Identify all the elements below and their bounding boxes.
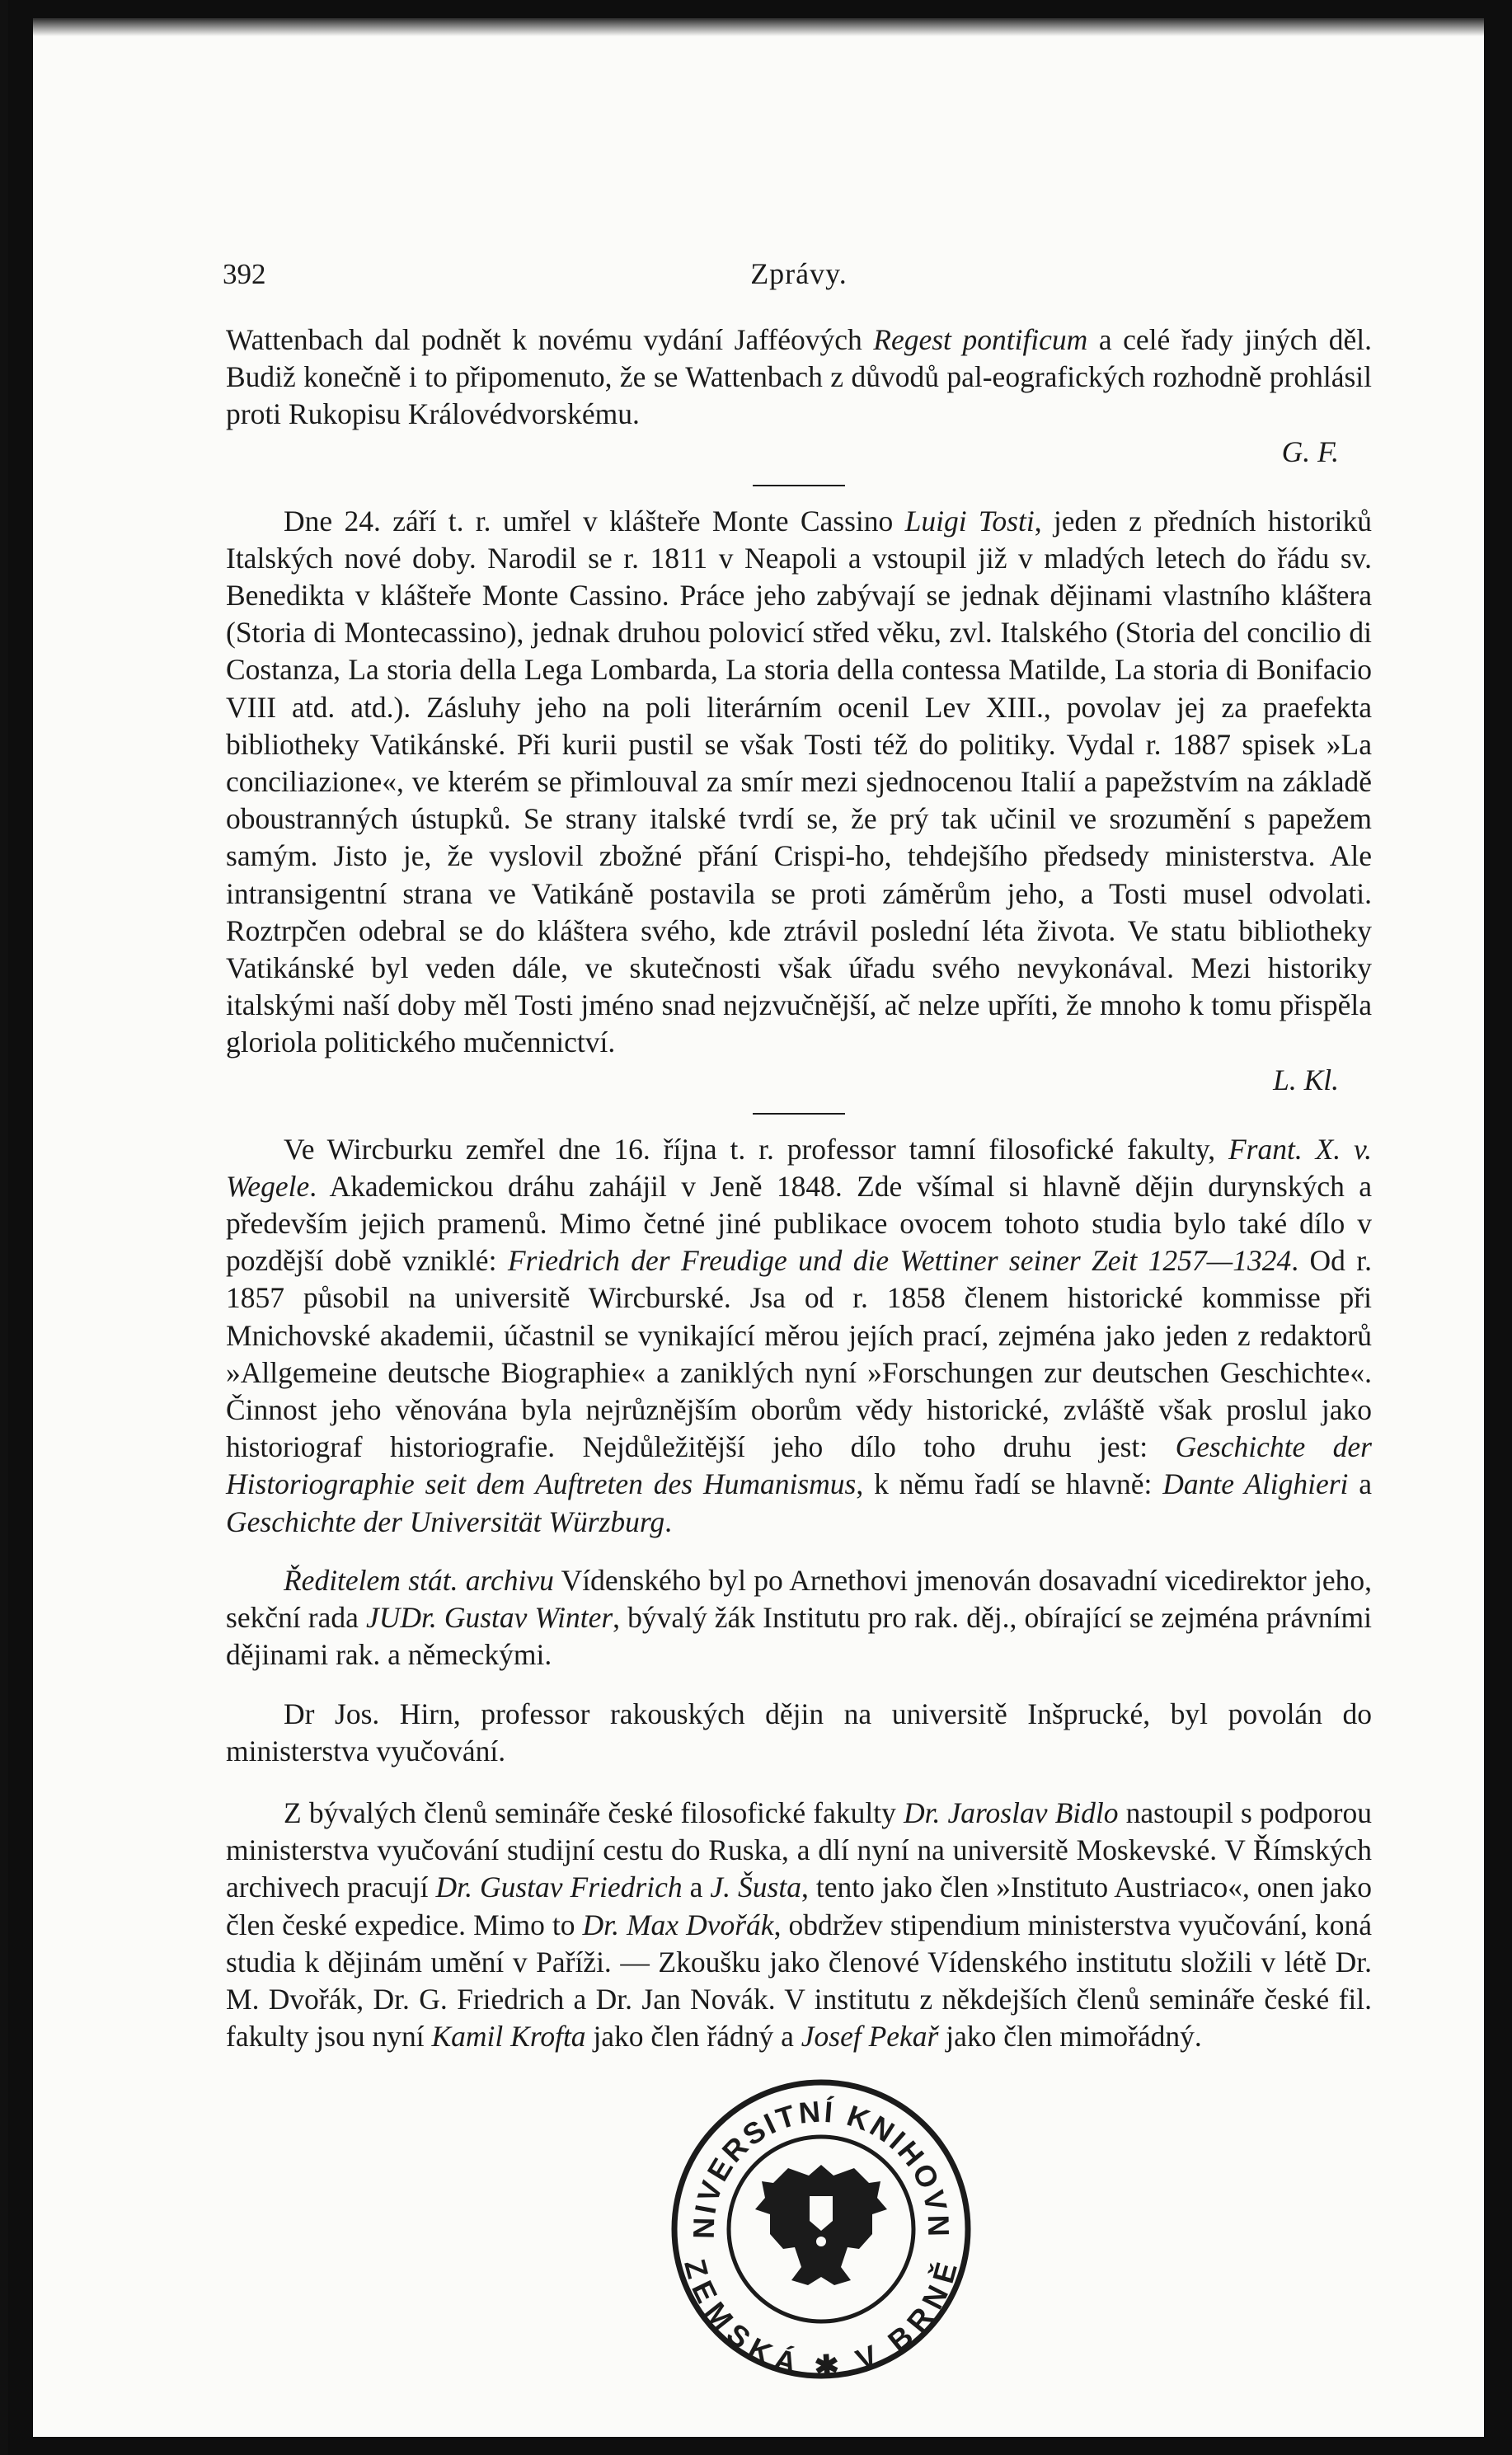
spacer — [226, 1541, 1372, 1562]
italic-name: Dr. Jaroslav Bidlo — [904, 1795, 1119, 1829]
page-number: 392 — [223, 258, 266, 290]
italic-title: Regest pontificum — [873, 323, 1088, 356]
italic-title: Geschichte der Historiographie seit dem Auftreten des Humanismus — [226, 1430, 1372, 1501]
italic-name: Dr. Max Dvořák — [582, 1908, 774, 1941]
library-stamp — [664, 2072, 978, 2386]
italic-name: Kamil Krofta — [431, 2020, 586, 2054]
stamp-top-text: NIVERSITNÍ KNIHOVN — [686, 2094, 956, 2240]
paragraph-wegele — [226, 1131, 1372, 1541]
text-run: nastoupil s podporou ministerstva vyučování studijní cestu do Ruska, a dlí nyní na universitě Moskevské. V Římských archivech pracují — [226, 1795, 1372, 1904]
paragraph-wattenbach — [226, 322, 1372, 434]
paragraph-tosti — [226, 503, 1372, 1062]
italic-name: Luigi Tosti — [904, 504, 1035, 537]
text-run: . Od r. 1857 působil na universitě Wircburské. Jsa od r. 1858 členem historické kommisse při Mnichovské akademii, účastnil se vynikající měrou jejích prací, zejména jako jeden z redaktorů »Allgemeine deutsche Biographie« a zaniklých nyní »Forschungen zur deutschen Geschichte«. Činnost jeho věnována byla nejrůznějším oborům vědy historické, zvláště však proslul jako historiograf historiografie. Nejdůležitější jeho dílo toho druhu jest: — [226, 1244, 1373, 1464]
running-head — [223, 256, 1372, 322]
italic-title: Dante Alighieri — [1162, 1467, 1349, 1501]
section-divider — [753, 485, 845, 486]
italic-name: Frant. X. v. Wegele — [226, 1132, 1372, 1203]
text-run: , k němu řadí se hlavně: — [856, 1467, 1163, 1501]
text-run: Wattenbach dal podnět k novému vydání Jafféových — [226, 323, 874, 356]
scan-top-shadow — [33, 18, 1484, 36]
text-run: a — [1348, 1467, 1373, 1501]
library-stamp-graphic — [664, 2072, 978, 2386]
scan-left-edge — [0, 0, 8, 2455]
spacer — [226, 1674, 1372, 1696]
text-run: , obdržev stipendium ministerstva vyučování, koná studia k dějinám umění v Paříži. — Zkoušku jako členové Vídenského institutu složili v létě Dr. M. Dvořák, Dr. G. Friedrich a Dr. Jan Novák. V institutu z někdejších členů semináře české fil. fakulty jsou nyní — [226, 1908, 1372, 2054]
text-run: a celé řady jiných děl. Budiž konečně i to připomenuto, že se Wattenbach z důvodů pal-eografických rozhodně prohlásil proti Rukopisu Královédvorskému. — [226, 323, 1372, 431]
text-run: Ve Wircburku zemřel dne 16. října t. r. professor tamní filosofické fakulty, — [284, 1132, 1228, 1166]
text-run: Z bývalých členů semináře české filosofické fakulty — [284, 1795, 904, 1829]
text-run: jako člen mimořádný. — [938, 2020, 1202, 2054]
italic-name: Dr. Gustav Friedrich — [435, 1871, 683, 1904]
italic-title: Geschichte der Universität Würzburg — [226, 1504, 665, 1538]
text-run: . — [664, 1504, 672, 1538]
text-run: , tento jako člen »Instituto Austriaco«, onen jako člen české expedice. Mimo to — [226, 1871, 1373, 1941]
italic-heading: Ředitelem stát. archivu — [284, 1563, 554, 1597]
text-run: , jeden z předních historiků Italských nové doby. Narodil se r. 1811 v Neapoli a vstoupil již v mladých letech do řádu sv. Benedikta v klášteře Monte Cassino. Práce jeho zabývají se jednak dějinami vlastního kláštera (Storia di Montecassino), jednak druhou polovicí střed věku, zvl. Italského (Storia del concilio di Costanza, La storia della Lega Lombarda, La storia della contessa Matilde, La storia di Bonifacio VIII atd. atd.). Zásluhy jeho na poli literárním ocenil Lev XIII., povolav jej za praefekta bibliotheky Vatikánské. Při kurii pustil se však Tosti též do politiky. Vydal r. 1887 spisek »La conciliazione«, ve kterém se přimlouval za smír mezi sjednocenou Italií a papežstvím na základě oboustranných ústupků. Se strany italské tvrdí se, že prý tak učinil ve srozumění s papežem samým. Jisto je, že vyslovil zbožné přání Crispi-ho, tehdejšího předsedy ministerstva. Ale intransigentní strana ve Vatikáně postavila se proti záměrům jeho, a Tosti musel odvolati. Roztrpčen odebral se do kláštera svého, kde ztrávil poslední léta života. Ve statu bibliotheky Vatikánské byl veden dále, ve skutečnosti však úřadu svého nevykonával. Mezi historiky italskými naší doby měl Tosti jméno snad nejzvučnější, ač nelze upříti, že mnoho k tomu přispěla gloriola politického mučennictví. — [226, 504, 1373, 1059]
italic-name: JUDr. Gustav Winter — [365, 1601, 613, 1635]
text-run: jako člen řádný a — [585, 2020, 801, 2054]
italic-title: Friedrich der Freudige und die Wettiner seiner Zeit 1257—1324 — [507, 1244, 1292, 1278]
text-run: Dr Jos. Hirn, professor rakouských dějin na universitě Inšprucké, byl povolán do ministerstva vyučování. — [226, 1697, 1372, 1767]
paragraph-seminar — [226, 1795, 1372, 2055]
running-title: Zprávy. — [750, 257, 848, 290]
text-run: a — [682, 1871, 711, 1904]
italic-name: J. Šusta — [710, 1871, 801, 1904]
paragraph-archive — [226, 1562, 1372, 1674]
text-run: , bývalý žák Institutu pro rak. děj., obírající se zejména právními dějinami rak. a německými. — [226, 1601, 1372, 1672]
text-run: Dne 24. září t. r. umřel v klášteře Monte Cassino — [284, 504, 905, 537]
signature-gf: G. F. — [1281, 434, 1339, 468]
page-content — [223, 256, 1373, 2055]
eagle-icon — [755, 2165, 887, 2285]
section-divider — [753, 1113, 845, 1115]
italic-name: Josef Pekař — [801, 2020, 939, 2054]
signature-lkl: L. Kl. — [1273, 1063, 1339, 1096]
stamp-bottom-text: ZEMSKÁ ✱ V BRNĚ — [678, 2256, 965, 2384]
text-run: Vídenského byl po Arnethovi jmenován dosavadní vicedirektor jeho, sekční rada — [226, 1563, 1372, 1635]
spacer — [226, 1770, 1372, 1795]
text-run: . Akademickou dráhu zahájil v Jeně 1848. Zde všímal si hlavně dějin durynských a především jejich pramenů. Mimo četné jiné publikace ovocem tohoto studia bylo také dílo v pozdější době vzniklé: — [226, 1169, 1372, 1278]
paragraph-hirn — [226, 1696, 1372, 1770]
